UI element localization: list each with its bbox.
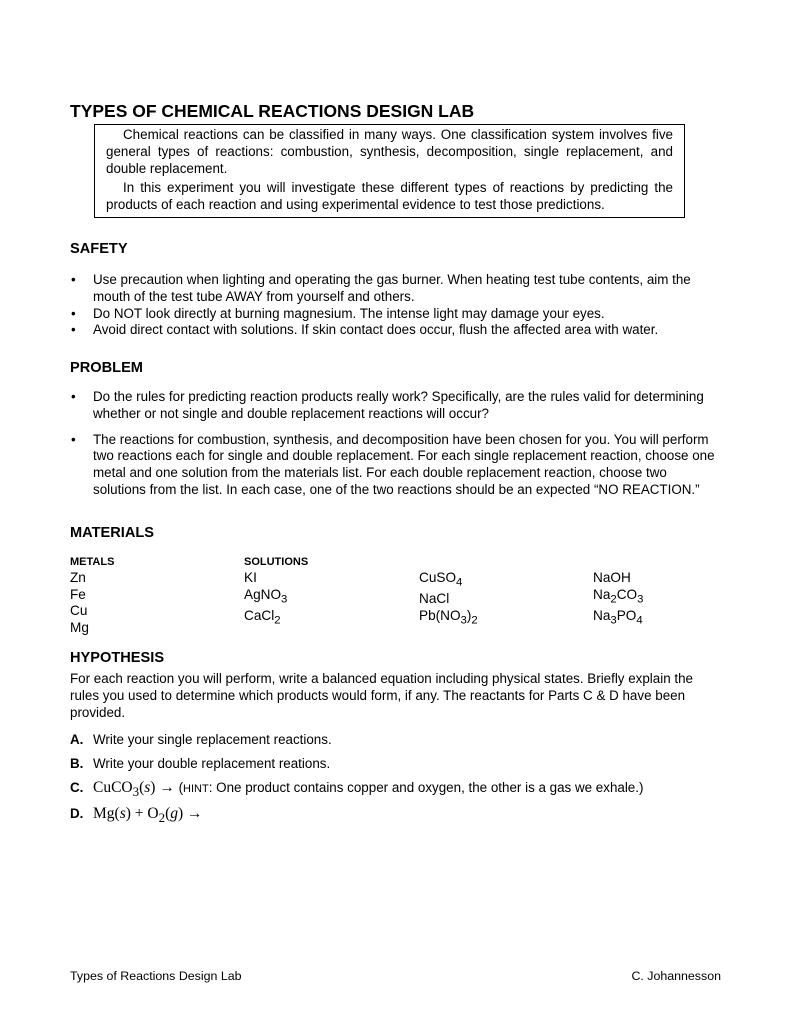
bullet-icon: •: [71, 272, 76, 287]
page-title: TYPES OF CHEMICAL REACTIONS DESIGN LAB: [70, 101, 475, 121]
intro-paragraph-2: In this experiment you will investigate these different types of reactions by predicting the products of each reaction and using experimental evidence to test those predictions.: [106, 180, 673, 213]
bullet-icon: •: [71, 431, 76, 447]
hypothesis-heading: HYPOTHESIS: [70, 650, 165, 666]
list-item: • Do NOT look directly at burning magnesium. The intense light may damage your eyes.: [71, 305, 605, 321]
bullet-icon: •: [71, 305, 76, 321]
footer-left: Types of Reactions Design Lab: [70, 969, 242, 983]
list-item: • Avoid direct contact with solutions. If skin contact does occur, flush the affected area with water.: [71, 322, 659, 338]
solution-item: $Na_3PO_4$: [593, 607, 643, 627]
metals-column: [70, 554, 114, 636]
page-footer: [70, 969, 721, 983]
safety-heading: SAFETY: [70, 241, 128, 257]
solution-item: CaCl$_2$: [244, 607, 281, 627]
solution-item: $Na_2CO_3$: [593, 586, 644, 606]
metals-label: METALS: [70, 556, 115, 568]
list-item: • Do the rules for predicting reaction products really work? Specifically, are the rules valid for determining whether or not single and double replacement reactions will occur?: [71, 389, 704, 421]
bullet-icon: •: [71, 322, 76, 338]
footer-right: C. Johannesson: [631, 969, 721, 983]
solution-item: $Pb(NO_3)_2$: [419, 607, 478, 627]
list-item: • Use precaution when lighting and operating the gas burner. When heating test tube contents, aim the mouth of the test tube AWAY from yourself and others.: [71, 272, 691, 304]
solutions-column-2: [419, 554, 478, 629]
part-b: [70, 755, 721, 779]
safety-list: [70, 272, 721, 339]
solution-item: KI: [244, 570, 257, 585]
problem-list: [70, 389, 721, 499]
part-c: [70, 779, 721, 805]
part-c-hint: (HINT: One product contains copper and oxygen, the other is a gas we exhale.): [178, 780, 644, 795]
intro-paragraph-1: Chemical reactions can be classified in many ways. One classification system involves five general types of reactions: combustion, synthesis, decomposition, single replacement, and double replacement.: [106, 127, 673, 176]
metal-item: Cu: [70, 603, 88, 619]
solution-item: AgNO$_3$: [244, 586, 288, 606]
part-b-text: Write your double replacement reations.: [93, 756, 331, 771]
problem-heading: PROBLEM: [70, 360, 143, 376]
solution-item: NaCl: [419, 591, 450, 607]
part-a-text: Write your single replacement reactions.: [93, 732, 332, 747]
hypothesis-parts: [70, 731, 721, 829]
hint-label: HINT: [183, 783, 209, 795]
part-d-formula: $Mg(s) + O_2(g)$ →: [93, 805, 203, 826]
solutions-column-3: [593, 554, 643, 629]
solutions-label: SOLUTIONS: [244, 556, 309, 568]
part-a: [70, 731, 721, 755]
part-b-label: B.: [70, 756, 84, 771]
part-c-label: C.: [70, 780, 84, 795]
materials-heading: MATERIALS: [70, 525, 155, 541]
list-item: • The reactions for combustion, synthesis, and decomposition have been chosen for you. You will perform two reactions each for single and double replacement. For each single replacement reaction, choose one metal and one solution from the materials list. For each double replacement reaction, choose two solutions from the list. In each case, one of the two reactions should be an expected “NO REACTION.”: [71, 431, 715, 497]
hypothesis-text: For each reaction you will perform, write a balanced equation including physical states. Briefly explain the rules you used to determine which products would form, if any. The reactants for Parts C & D have been provided.: [70, 671, 693, 720]
metal-item: Mg: [70, 619, 89, 635]
solutions-column-1: [244, 554, 308, 629]
solution-item: NaOH: [593, 570, 631, 585]
part-c-formula: CuCO$_3$(s) →: [93, 779, 175, 800]
part-d-label: D.: [70, 806, 84, 821]
metal-item: Zn: [70, 570, 86, 585]
part-d: [70, 805, 721, 829]
intro-box: [94, 124, 685, 218]
bullet-icon: •: [71, 389, 76, 404]
metal-item: Fe: [70, 586, 86, 602]
solution-item: CuSO$_4$: [419, 570, 463, 589]
part-a-label: A.: [70, 732, 84, 747]
